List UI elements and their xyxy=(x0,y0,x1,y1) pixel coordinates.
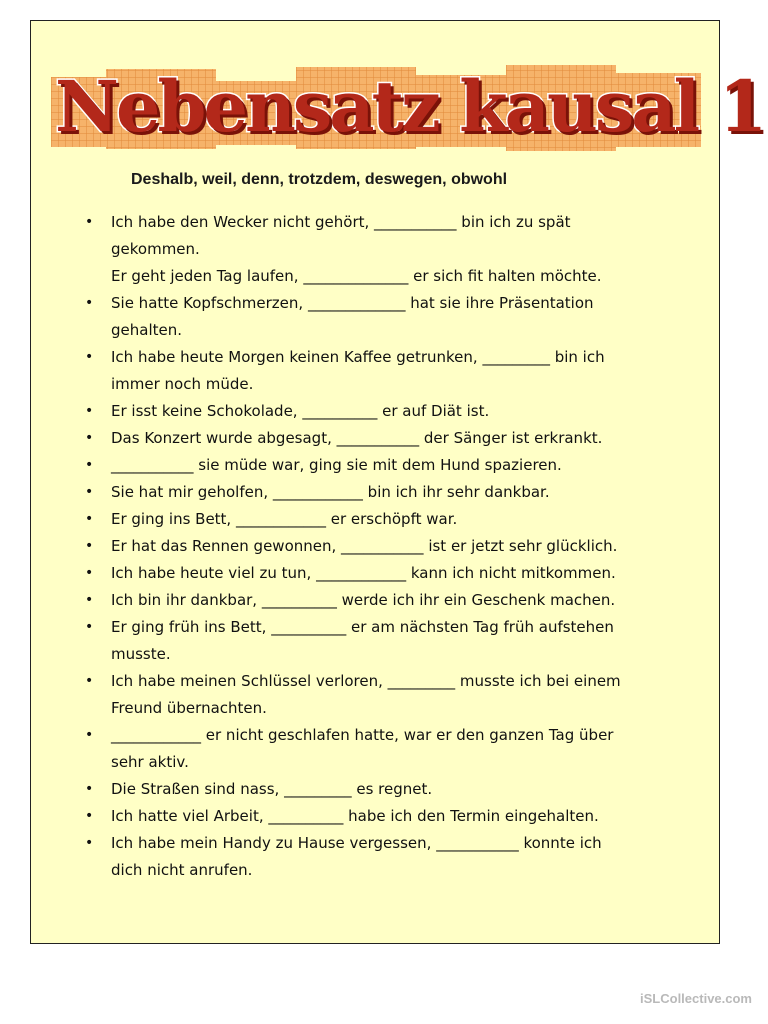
sentence-text: werde ich ihr ein Geschenk machen. xyxy=(336,591,616,609)
bullet-icon: • xyxy=(85,349,94,365)
sentence-text: Das Konzert wurde abgesagt, xyxy=(111,429,337,447)
exercise-line xyxy=(111,533,711,560)
answer-blank[interactable]: __________ xyxy=(302,402,378,420)
exercise-item xyxy=(81,668,711,722)
sentence-text: hat sie ihre Präsentation xyxy=(405,294,594,312)
answer-blank[interactable]: __________ xyxy=(271,618,347,636)
answer-blank[interactable]: ____________ xyxy=(272,483,363,501)
exercise-line xyxy=(111,857,711,884)
watermark: iSLCollective.com xyxy=(640,991,752,1006)
bullet-icon: • xyxy=(85,781,94,797)
title-banner xyxy=(51,63,765,155)
sentence-text: bin ich ihr sehr dankbar. xyxy=(362,483,550,501)
exercise-line xyxy=(111,425,711,452)
answer-blank[interactable]: _________ xyxy=(387,672,456,690)
exercise-line xyxy=(111,344,711,371)
bullet-icon: • xyxy=(85,430,94,446)
exercise-item xyxy=(81,398,711,425)
answer-blank[interactable]: _________ xyxy=(482,348,550,366)
bullet-icon: • xyxy=(85,403,94,419)
sentence-text: er auf Diät ist. xyxy=(377,402,490,420)
answer-blank[interactable]: ___________ xyxy=(374,213,457,231)
exercise-line xyxy=(111,317,711,344)
exercise-item xyxy=(81,479,711,506)
sentence-text: bin ich xyxy=(549,348,605,366)
exercise-item xyxy=(81,803,711,830)
exercise-line xyxy=(111,479,711,506)
answer-blank[interactable]: __________ xyxy=(268,807,344,825)
exercise-line xyxy=(111,614,711,641)
sentence-text: sehr aktiv. xyxy=(111,753,189,771)
exercise-line xyxy=(111,236,711,263)
sentence-text: Er isst keine Schokolade, xyxy=(111,402,303,420)
exercise-line xyxy=(111,506,711,533)
exercise-line xyxy=(111,398,711,425)
exercise-line xyxy=(111,290,711,317)
sentence-text: musste ich bei einem xyxy=(455,672,621,690)
exercise-line xyxy=(111,263,711,290)
exercise-item xyxy=(81,452,711,479)
sentence-text: er sich fit halten möchte. xyxy=(408,267,602,285)
bullet-icon: • xyxy=(85,484,94,500)
sentence-text: Ich hatte viel Arbeit, xyxy=(111,807,269,825)
sentence-text: habe ich den Termin eingehalten. xyxy=(343,807,599,825)
sentence-text: gekommen. xyxy=(111,240,200,258)
sentence-text: kann ich nicht mitkommen. xyxy=(406,564,616,582)
worksheet-page xyxy=(30,20,765,944)
sentence-text: immer noch müde. xyxy=(111,375,254,393)
answer-blank[interactable]: ___________ xyxy=(111,456,194,474)
answer-blank[interactable]: ____________ xyxy=(316,564,407,582)
sentence-text: Er geht jeden Tag laufen, xyxy=(111,267,304,285)
sentence-text: der Sänger ist erkrankt. xyxy=(419,429,603,447)
exercise-line xyxy=(111,452,711,479)
exercise-line xyxy=(111,371,711,398)
sentence-text: Sie hatte Kopfschmerzen, xyxy=(111,294,308,312)
answer-blank[interactable]: _____________ xyxy=(307,294,406,312)
exercise-item xyxy=(81,533,711,560)
answer-blank[interactable]: ___________ xyxy=(336,429,420,447)
sentence-text: Er hat das Rennen gewonnen, xyxy=(111,537,342,555)
exercise-line xyxy=(111,560,711,587)
exercise-item xyxy=(81,425,711,452)
answer-blank[interactable]: __________ xyxy=(261,591,337,609)
bullet-icon: • xyxy=(85,565,94,581)
bullet-icon: • xyxy=(85,214,94,230)
bullet-icon: • xyxy=(85,727,94,743)
exercise-line xyxy=(111,749,711,776)
exercise-line xyxy=(111,209,711,236)
sentence-text: Die Straßen sind nass, xyxy=(111,780,285,798)
exercise-item xyxy=(81,776,711,803)
exercise-item xyxy=(81,722,711,776)
bullet-icon: • xyxy=(85,835,94,851)
sentence-text: er nicht geschlafen hatte, war er den ganzen Tag über xyxy=(201,726,614,744)
exercise-list xyxy=(81,209,711,884)
exercise-item xyxy=(81,614,711,668)
answer-blank[interactable]: ___________ xyxy=(436,834,519,852)
sentence-text: musste. xyxy=(111,645,171,663)
exercise-item xyxy=(81,290,711,344)
sentence-text: sie müde war, ging sie mit dem Hund spazieren. xyxy=(193,456,562,474)
bullet-icon: • xyxy=(85,619,94,635)
sentence-text: Ich habe heute Morgen keinen Kaffee getrunken, xyxy=(111,348,483,366)
bullet-icon: • xyxy=(85,538,94,554)
sentence-text: Freund übernachten. xyxy=(111,699,267,717)
exercise-line xyxy=(111,587,711,614)
exercise-line xyxy=(111,830,711,857)
exercise-line xyxy=(111,776,711,803)
sentence-text: Ich habe mein Handy zu Hause vergessen, xyxy=(111,834,437,852)
exercise-line xyxy=(111,641,711,668)
exercise-line xyxy=(111,803,711,830)
answer-blank[interactable]: _________ xyxy=(284,780,352,798)
answer-blank[interactable]: ____________ xyxy=(111,726,201,744)
sentence-text: Ich habe heute viel zu tun, xyxy=(111,564,317,582)
bullet-icon: • xyxy=(85,673,94,689)
exercise-item xyxy=(81,560,711,587)
exercise-item xyxy=(81,587,711,614)
word-bank: Deshalb, weil, denn, trotzdem, deswegen, obwohl xyxy=(131,171,508,188)
answer-blank[interactable]: ___________ xyxy=(341,537,424,555)
exercise-line xyxy=(111,695,711,722)
sentence-text: Er ging ins Bett, xyxy=(111,510,236,528)
bullet-icon: • xyxy=(85,457,94,473)
sentence-text: Ich bin ihr dankbar, xyxy=(111,591,262,609)
sentence-text: gehalten. xyxy=(111,321,183,339)
sentence-text: dich nicht anrufen. xyxy=(111,861,253,879)
exercise-line xyxy=(111,668,711,695)
page-title: Nebensatz kausal 1 xyxy=(55,65,765,148)
sentence-text: Er ging früh ins Bett, xyxy=(111,618,272,636)
bullet-icon: • xyxy=(85,511,94,527)
answer-blank[interactable]: ____________ xyxy=(235,510,326,528)
answer-blank[interactable]: ______________ xyxy=(303,267,409,285)
sentence-text: Ich habe meinen Schlüssel verloren, xyxy=(111,672,388,690)
exercise-item xyxy=(81,506,711,533)
sentence-text: Sie hat mir geholfen, xyxy=(111,483,273,501)
sentence-text: bin ich zu spät xyxy=(456,213,571,231)
sentence-text: Ich habe den Wecker nicht gehört, xyxy=(111,213,375,231)
bullet-icon: • xyxy=(85,592,94,608)
sentence-text: es regnet. xyxy=(351,780,433,798)
sentence-text: ist er jetzt sehr glücklich. xyxy=(423,537,618,555)
exercise-item xyxy=(81,209,711,290)
sentence-text: konnte ich xyxy=(518,834,602,852)
sentence-text: er am nächsten Tag früh aufstehen xyxy=(346,618,614,636)
exercise-line xyxy=(111,722,711,749)
exercise-item xyxy=(81,344,711,398)
bullet-icon: • xyxy=(85,808,94,824)
sentence-text: er erschöpft war. xyxy=(325,510,458,528)
bullet-icon: • xyxy=(85,295,94,311)
exercise-item xyxy=(81,830,711,884)
